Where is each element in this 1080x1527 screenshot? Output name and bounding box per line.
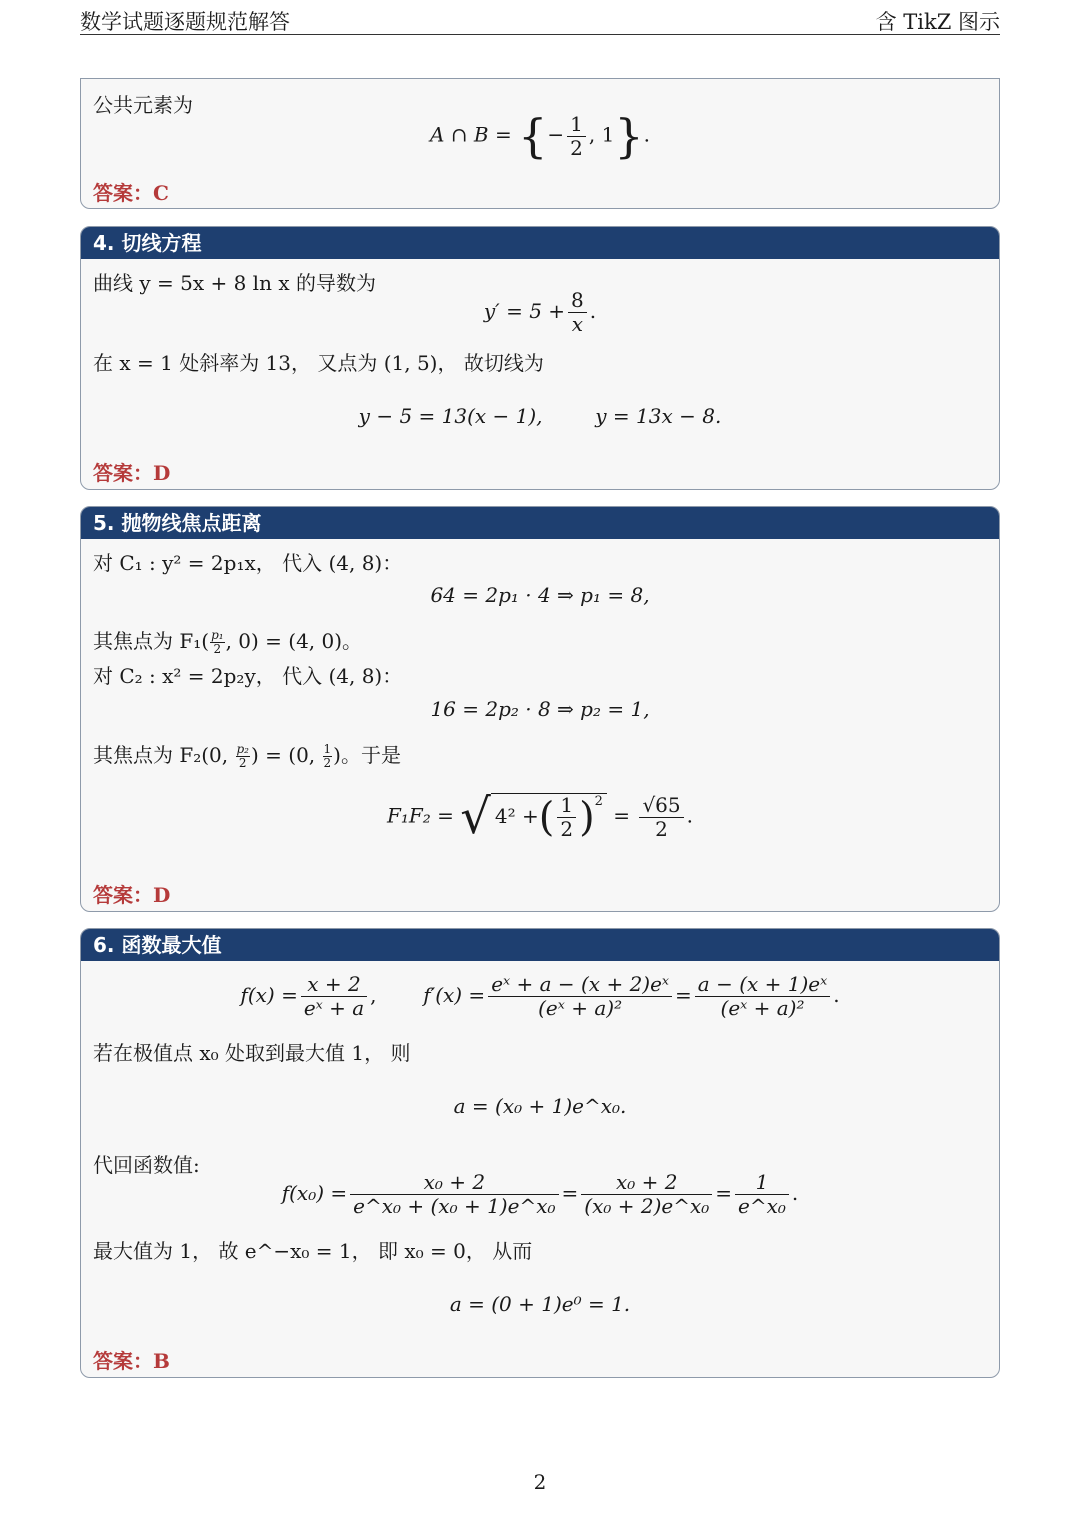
- eq-lhs: F₁F₂ =: [387, 803, 454, 828]
- frac-den: e^x₀: [738, 1194, 786, 1218]
- frac-num: eˣ + a − (x + 2)eˣ: [488, 973, 672, 997]
- frac-num: 1: [557, 794, 576, 818]
- box4-line2: 在 x = 1 处斜率为 13， 又点为 (1, 5)， 故切线为: [93, 351, 544, 375]
- box5-line2: [93, 625, 362, 656]
- box6-eq4: [81, 1292, 999, 1316]
- frac-num: x₀ + 2: [581, 1171, 712, 1195]
- box5-eq3: F₁F₂ = √ 4² +( $\frac{1}{2}$ )$^2$ = $\frac{√65}{2}$ .: [387, 789, 693, 845]
- small-fraction: [236, 743, 251, 769]
- eq-text: 16 = 2p₂ · 8 ⇒ p₂ = 1,: [430, 697, 650, 721]
- frac-num: x₀ + 2: [350, 1171, 558, 1195]
- frac-den: x: [571, 312, 584, 336]
- box5-line4: [93, 739, 401, 770]
- frac-den: (eˣ + a)²: [720, 996, 805, 1020]
- eq-text: 64 = 2p₁ · 4 ⇒ p₁ = 8,: [430, 583, 650, 607]
- text-b: ) = (0,: [251, 743, 322, 767]
- box4-eq2: [81, 404, 999, 428]
- text-b: , 0) = (4, 0)。: [225, 629, 363, 653]
- eq-lhs: y′ = 5 +: [483, 299, 566, 323]
- right-brace: }: [614, 109, 644, 163]
- frac-den: e^x₀ + (x₀ + 1)e^x₀: [353, 1194, 556, 1218]
- header-title: 数学试题逐题规范解答: [80, 10, 290, 34]
- box6-line3: 最大值为 1， 故 e^−x₀ = 1， 即 x₀ = 0， 从而: [93, 1239, 533, 1263]
- box5-eq2: [81, 697, 999, 721]
- frac-den: 2: [213, 642, 222, 656]
- frac-den: 2: [655, 816, 668, 841]
- frac-den: 2: [560, 817, 574, 841]
- box6-eq3: f(x₀) = $\frac{\text{x₀ + 2}}{\text{e\textasciicircum{}x₀ + (x₀ + 1)e\textasciicircum{}x₀}}$ = $\frac{\text{x₀ + 2}}{\text{(x₀ + 2)e\textasciicircum{}x₀}}$ = $\frac{1}{\text{e\textasciicircum{}x₀}}$ .: [281, 1170, 799, 1218]
- eq-tail: , 1: [588, 122, 615, 147]
- frac-num: √65: [639, 794, 683, 818]
- box5-eq1: [81, 583, 999, 607]
- small-fraction: [323, 743, 333, 769]
- frac-num: 1: [735, 1171, 789, 1195]
- radicand-text: 4² +: [494, 804, 539, 828]
- radical-sign: √: [460, 789, 491, 845]
- frac-den: 2: [323, 756, 332, 770]
- fraction: [488, 973, 672, 1020]
- box3-answer: 答案：C: [93, 181, 169, 205]
- running-header: [80, 4, 1000, 35]
- frac-num: 1: [567, 113, 586, 137]
- frac-num: a − (x + 1)eˣ: [695, 973, 830, 997]
- frac-den: (x₀ + 2)e^x₀: [584, 1194, 710, 1218]
- frac-num: 8: [568, 289, 587, 313]
- frac-num: p₁: [211, 628, 224, 643]
- fp-lhs: f′(x) =: [423, 983, 486, 1007]
- solution-box-4: [80, 226, 1000, 490]
- solution-box-5: [80, 506, 1000, 912]
- f-lhs: f(x) =: [240, 983, 298, 1007]
- box4-answer: 答案：D: [93, 461, 171, 485]
- fraction: [639, 794, 683, 841]
- box6-eq2: [81, 1094, 999, 1118]
- box6-eq1: f(x) = $\frac{x + 2}{\text{eˣ + a}}$ , f′(x) = $\frac{\text{eˣ + a − (x + 2)eˣ}}{\text{(eˣ + a)²}}$ = $\frac{\text{a − (x + 1)eˣ}}{\text{(eˣ + a)²}}$ .: [240, 972, 840, 1020]
- page-number: 2: [533, 1470, 547, 1494]
- fraction: [567, 113, 586, 160]
- eq-text: a = (0 + 1)e⁰ = 1.: [449, 1292, 631, 1316]
- eq-part-b: y = 13x − 8.: [595, 404, 722, 428]
- frac-den: 2: [238, 756, 247, 770]
- box5-title: 5. 抛物线焦点距离: [81, 507, 999, 539]
- box6-line2: 代回函数值:: [93, 1153, 200, 1177]
- frac-den: (eˣ + a)²: [538, 996, 623, 1020]
- box6-line1: 若在极值点 x₀ 处取到最大值 1， 则: [93, 1041, 411, 1065]
- box3-text: 公共元素为: [93, 93, 193, 117]
- box5-line1: 对 C₁ : y² = 2p₁x， 代入 (4, 8)：: [93, 551, 403, 575]
- fraction: [350, 1171, 558, 1218]
- fx0-lhs: f(x₀) =: [281, 1181, 348, 1205]
- fraction: [735, 1171, 789, 1218]
- square-root: [460, 789, 607, 845]
- eq-text: a = (x₀ + 1)e^x₀.: [453, 1094, 627, 1118]
- fraction: [581, 1171, 712, 1218]
- fraction: [695, 973, 830, 1020]
- fraction: [301, 973, 367, 1020]
- right-paren: ): [579, 794, 595, 841]
- left-brace: {: [518, 109, 548, 163]
- box4-eq1: y′ = 5 + $\frac{8}{x}$ .: [483, 288, 597, 336]
- frac-num: 1: [323, 742, 332, 757]
- box5-answer: 答案：D: [93, 883, 171, 907]
- box4-title: 4. 切线方程: [81, 227, 999, 259]
- frac-num: p₂: [236, 742, 249, 757]
- frac-den: eˣ + a: [303, 996, 365, 1020]
- text-a: 其焦点为 F₂(0,: [93, 743, 235, 767]
- radicand: 4² +( $\frac{1}{2}$ )$^2$: [491, 793, 607, 841]
- text-a: 其焦点为 F₁(: [93, 629, 210, 653]
- eq-part-a: y − 5 = 13(x − 1),: [358, 404, 543, 428]
- box6-answer: 答案：B: [93, 1349, 170, 1373]
- solution-box-3: [80, 78, 1000, 209]
- frac-den: 2: [570, 135, 583, 160]
- header-subtitle: 含 TikZ 图示: [875, 10, 1000, 34]
- fraction: [557, 794, 576, 841]
- small-fraction: [210, 629, 225, 655]
- box3-equation: A ∩ B = {− $\frac{1}{2}$ , 1}.: [430, 109, 650, 163]
- text-c: )。于是: [333, 743, 401, 767]
- box6-title: 6. 函数最大值: [81, 929, 999, 961]
- left-paren: (: [538, 794, 555, 841]
- fraction: [568, 289, 587, 336]
- box5-line3: 对 C₂ : x² = 2p₂y， 代入 (4, 8)：: [93, 664, 403, 688]
- eq-lhs: A ∩ B =: [430, 122, 512, 147]
- solution-box-6: [80, 928, 1000, 1378]
- frac-num: x + 2: [301, 973, 367, 997]
- box4-line1: 曲线 y = 5x + 8 ln x 的导数为: [93, 271, 376, 295]
